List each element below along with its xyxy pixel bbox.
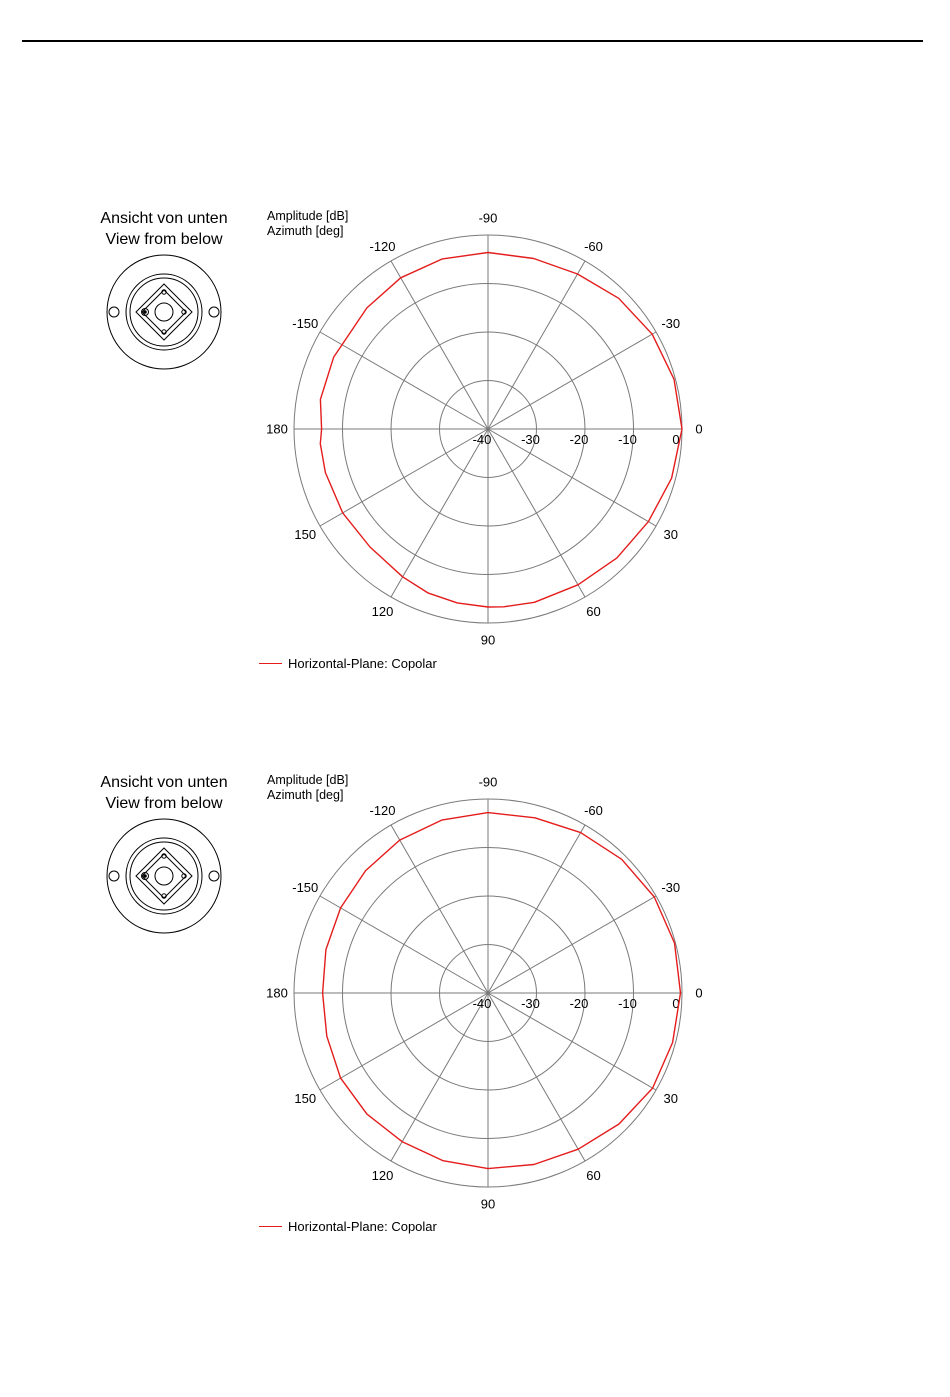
view-caption-de: Ansicht von unten	[100, 210, 228, 227]
angle-tick-label: -150	[292, 880, 319, 895]
azimuth-caption: Azimuth [deg]	[267, 224, 344, 238]
grid-spoke-120	[391, 429, 488, 597]
amplitude-caption: Amplitude [dB]	[267, 773, 349, 787]
legend-label: Horizontal-Plane: Copolar	[288, 1219, 437, 1234]
amplitude-caption: Amplitude [dB]	[267, 209, 349, 223]
polar-chart	[0, 200, 950, 680]
radial-tick-label: -20	[569, 996, 589, 1011]
grid-spoke-m30	[488, 896, 656, 993]
grid-spoke-m30	[488, 332, 656, 429]
angle-tick-label: 0	[695, 985, 703, 1001]
azimuth-caption: Azimuth [deg]	[267, 788, 344, 802]
angle-tick-label: -30	[661, 880, 681, 895]
radial-tick-label: 0	[672, 432, 680, 447]
grid-spoke-60	[488, 429, 585, 597]
angle-tick-label: 60	[586, 1168, 601, 1184]
grid-spoke-60	[488, 993, 585, 1161]
angle-tick-label: 30	[663, 527, 678, 542]
angle-tick-label: 150	[294, 527, 317, 542]
series-copolar-line	[320, 253, 682, 608]
grid-spoke-150	[320, 993, 488, 1090]
grid-spoke-m60	[488, 261, 585, 429]
angle-tick-label: -120	[369, 802, 396, 818]
grid-spoke-m120	[391, 261, 488, 429]
grid-spoke-150	[320, 429, 488, 526]
grid-spoke-m60	[488, 825, 585, 993]
angle-tick-label: -120	[369, 238, 396, 254]
angle-tick-label: -30	[661, 316, 681, 331]
radial-tick-label: -40	[472, 432, 492, 447]
grid-spoke-m150	[320, 332, 488, 429]
angle-tick-label: -90	[478, 210, 498, 226]
radial-tick-label: -10	[618, 432, 637, 447]
angle-tick-label: 60	[586, 604, 601, 620]
angle-tick-label: 150	[294, 1091, 317, 1106]
angle-tick-label: -150	[292, 316, 319, 331]
polar-chart	[0, 764, 950, 1244]
angle-tick-label: -60	[584, 802, 603, 818]
view-caption-de: Ansicht von unten	[100, 774, 228, 791]
radial-tick-label: -20	[569, 432, 589, 447]
angle-tick-label: 180	[266, 421, 288, 437]
legend-swatch	[259, 1226, 282, 1228]
view-caption-en: View from below	[105, 231, 223, 248]
angle-tick-label: -60	[584, 238, 603, 254]
angle-tick-label: 30	[663, 1091, 678, 1106]
pattern-panel-1	[0, 200, 950, 680]
radial-tick-label: -30	[521, 996, 540, 1011]
radial-tick-label: -10	[618, 996, 637, 1011]
angle-tick-label: 90	[480, 632, 496, 648]
radial-tick-label: 0	[672, 996, 680, 1011]
view-caption-en: View from below	[105, 795, 223, 812]
legend-label: Horizontal-Plane: Copolar	[288, 656, 437, 671]
angle-tick-label: 0	[695, 421, 703, 437]
top-rule	[22, 40, 923, 42]
legend-swatch	[259, 663, 282, 665]
pattern-panel-2	[0, 764, 950, 1244]
angle-tick-label: 120	[371, 604, 394, 620]
grid-spoke-m150	[320, 896, 488, 993]
angle-tick-label: -90	[478, 774, 498, 790]
angle-tick-label: 120	[371, 1168, 394, 1184]
series-copolar-line	[323, 813, 681, 1169]
radial-tick-label: -40	[472, 996, 492, 1011]
legend	[259, 1219, 437, 1234]
angle-tick-label: 180	[266, 985, 288, 1001]
radial-tick-label: -30	[521, 432, 540, 447]
angle-tick-label: 90	[480, 1196, 496, 1212]
grid-spoke-120	[391, 993, 488, 1161]
grid-spoke-m120	[391, 825, 488, 993]
legend	[259, 656, 437, 671]
